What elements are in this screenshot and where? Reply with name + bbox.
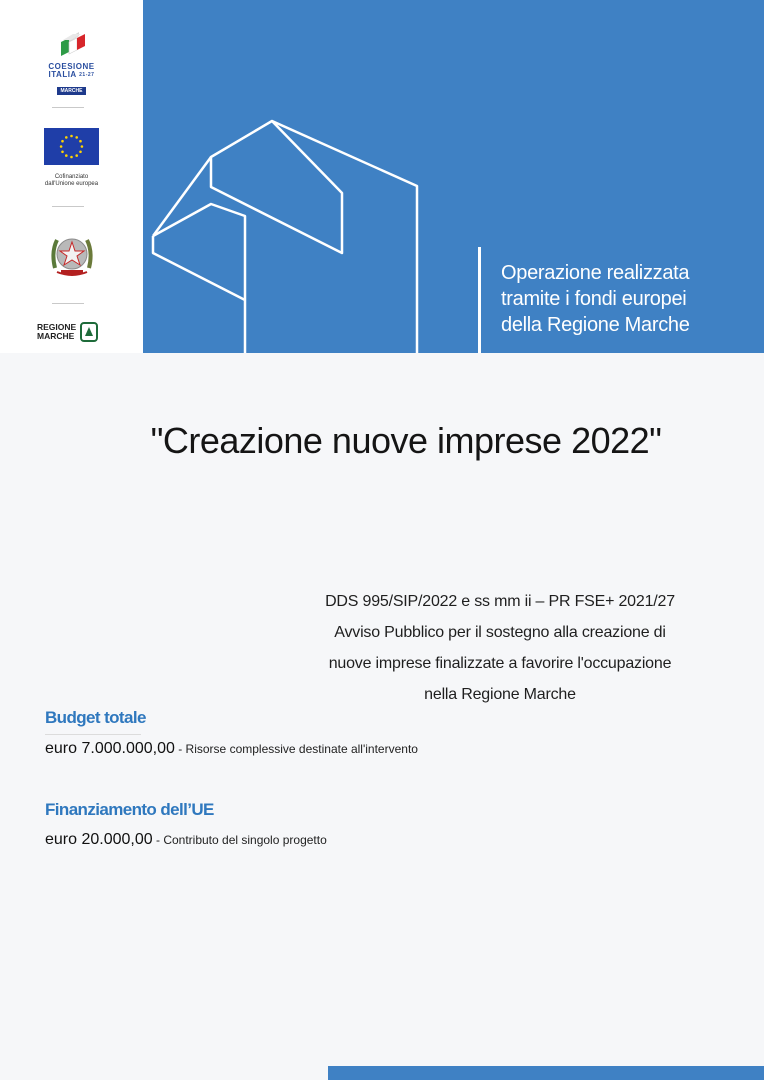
banner-accent-bar [478, 247, 481, 353]
bottom-accent-bar [328, 1066, 764, 1080]
marche-strip: MARCHE [57, 87, 87, 95]
budget-rule [45, 734, 141, 735]
sidebar-divider [52, 107, 84, 108]
years-label: 21-27 [79, 72, 95, 78]
funding-heading: Finanziamento dell’UE [45, 800, 214, 819]
marche-label: MARCHE [37, 331, 75, 341]
eu-flag-icon [44, 128, 99, 165]
budget-description: - Risorse complessive destinate all'intervento [174, 742, 418, 756]
coesione-cube-icon [57, 28, 87, 58]
eu-caption-line2: dall'Unione europea [44, 181, 99, 187]
decree-line-3: nuove imprese finalizzate a favorire l'occupazione [328, 655, 672, 672]
coesione-italia-logo [0, 28, 143, 97]
sidebar-divider [52, 303, 84, 304]
decree-line-2: Avviso Pubblico per il sostegno alla creazione di [334, 624, 666, 641]
funding-line [45, 831, 327, 849]
banner-text [501, 260, 751, 338]
italian-emblem-icon [47, 228, 97, 282]
banner-line-2: tramite i fondi europei [501, 288, 687, 310]
page-title: "Creazione nuove imprese 2022" [150, 420, 662, 461]
budget-line [45, 740, 418, 758]
italian-republic-emblem [0, 228, 143, 287]
eu-logo [0, 128, 143, 188]
sidebar-divider [52, 206, 84, 207]
eu-caption-line1: Cofinanziato [54, 174, 89, 180]
italia-label: ITALIA [48, 70, 77, 79]
decree-block [300, 586, 700, 710]
funding-amount: euro 20.000,00 [45, 831, 153, 848]
funding-description: - Contributo del singolo progetto [152, 833, 327, 847]
budget-amount: euro 7.000.000,00 [45, 740, 175, 757]
regione-label: REGIONE [37, 322, 77, 332]
regione-marche-icon [80, 322, 98, 342]
decree-line-1: DDS 995/SIP/2022 e ss mm ii – PR FSE+ 2021/27 [325, 593, 675, 610]
logo-sidebar [0, 0, 143, 353]
budget-heading: Budget totale [45, 708, 146, 727]
regione-marche-logo [37, 322, 98, 342]
header-banner [143, 0, 764, 353]
banner-line-1: Operazione realizzata [501, 262, 690, 284]
banner-line-3: della Regione Marche [501, 314, 690, 336]
coesione-label: COESIONE [48, 62, 95, 71]
decree-line-4: nella Regione Marche [424, 686, 576, 703]
